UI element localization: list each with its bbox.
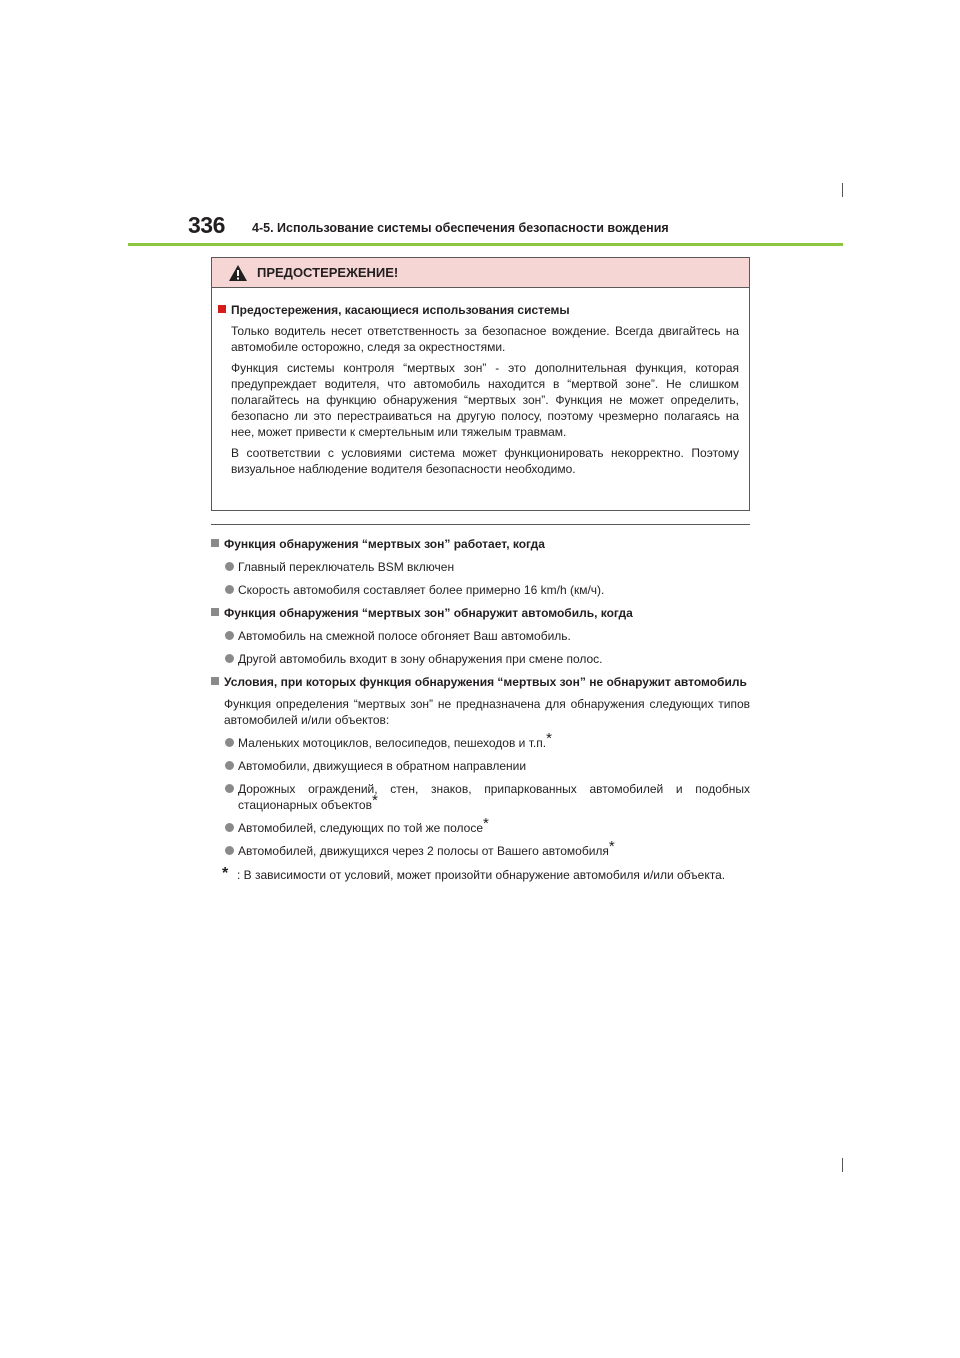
section-block	[211, 536, 750, 598]
bullet-dot-icon	[225, 823, 234, 832]
footnote	[211, 867, 750, 883]
warning-heading: Предостережения, касающиеся использования системы	[218, 302, 739, 318]
warning-triangle-icon	[228, 264, 248, 282]
content-divider	[211, 524, 750, 525]
warning-header	[212, 258, 749, 288]
warning-title: ПРЕДОСТЕРЕЖЕНИЕ!	[257, 265, 399, 280]
list-item: Другой автомобиль входит в зону обнаружения при смене полос.	[211, 651, 750, 667]
section-intro: Функция определения “мертвых зон” не предназначена для обнаружения следующих типов автомобилей и/или объектов:	[224, 697, 750, 727]
footnote-mark: *	[222, 865, 229, 882]
bullet-dot-icon	[225, 654, 234, 663]
list-item: Автомобили, движущиеся в обратном направлении	[211, 758, 750, 774]
section-title: 4-5. Использование системы обеспечения безопасности вождения	[252, 221, 669, 235]
section-block	[211, 674, 750, 859]
bullet-dot-icon	[225, 846, 234, 855]
footnote-star: *	[371, 792, 378, 809]
warning-paragraph: Функция системы контроля “мертвых зон” - это дополнительная функция, которая предупреждает водителя, что автомобиль находится в “мертвой зоне”. Не слишком полагайтесь на функцию обнаружения “мертвых зон”. Функция не может определить, безопасно ли это перестраиваться на другую полосу, поэтому чрезмерно полагаясь на нее, может привести к смертельным или тяжелым травмам.	[231, 361, 739, 439]
list-item: Автомобилей, следующих по той же полосе*	[211, 820, 750, 836]
section-heading: Функция обнаружения “мертвых зон” работает, когда	[211, 536, 750, 552]
crop-mark-bottom-right	[842, 1158, 843, 1172]
footnote-star: *	[546, 730, 552, 747]
bullet-dot-icon	[225, 738, 234, 747]
warning-body	[212, 288, 749, 477]
bullet-dot-icon	[225, 585, 234, 594]
section-heading: Функция обнаружения “мертвых зон” обнаружит автомобиль, когда	[211, 605, 750, 621]
crop-mark-top-right	[842, 183, 843, 197]
bullet-dot-icon	[225, 784, 234, 793]
footnote-star: *	[608, 838, 615, 855]
list-item: Маленьких мотоциклов, велосипедов, пешеходов и т.п.*	[211, 735, 750, 751]
section-block	[211, 605, 750, 667]
header-rule	[128, 243, 843, 246]
gray-square-icon	[211, 539, 219, 547]
list-item: Главный переключатель BSM включен	[211, 559, 750, 575]
warning-box	[211, 257, 750, 511]
gray-square-icon	[211, 677, 219, 685]
page-number: 336	[188, 212, 225, 238]
list-item: Дорожных ограждений, стен, знаков, припаркованных автомобилей и подобных стационарных объектов*	[211, 781, 750, 813]
footnote-text: : В зависимости от условий, может произойти обнаружение автомобиля и/или объекта.	[237, 868, 726, 882]
warning-paragraph: В соответствии с условиями система может функционировать некорректно. Поэтому визуальное наблюдение водителя безопасности необходимо.	[231, 446, 739, 476]
bullet-dot-icon	[225, 631, 234, 640]
main-content	[211, 536, 750, 883]
bullet-dot-icon	[225, 562, 234, 571]
list-item: Автомобиль на смежной полосе обгоняет Ваш автомобиль.	[211, 628, 750, 644]
bullet-dot-icon	[225, 761, 234, 770]
list-item: Скорость автомобиля составляет более примерно 16 km/h (км/ч).	[211, 582, 750, 598]
red-square-icon	[218, 305, 226, 313]
gray-square-icon	[211, 608, 219, 616]
list-item: Автомобилей, движущихся через 2 полосы от Вашего автомобиля*	[211, 843, 750, 859]
section-heading: Условия, при которых функция обнаружения “мертвых зон” не обнаружит автомобиль	[211, 674, 750, 690]
warning-paragraph: Только водитель несет ответственность за безопасное вождение. Всегда двигайтесь на автомобиле осторожно, следя за окрестностями.	[231, 324, 739, 354]
footnote-star: *	[483, 815, 489, 832]
